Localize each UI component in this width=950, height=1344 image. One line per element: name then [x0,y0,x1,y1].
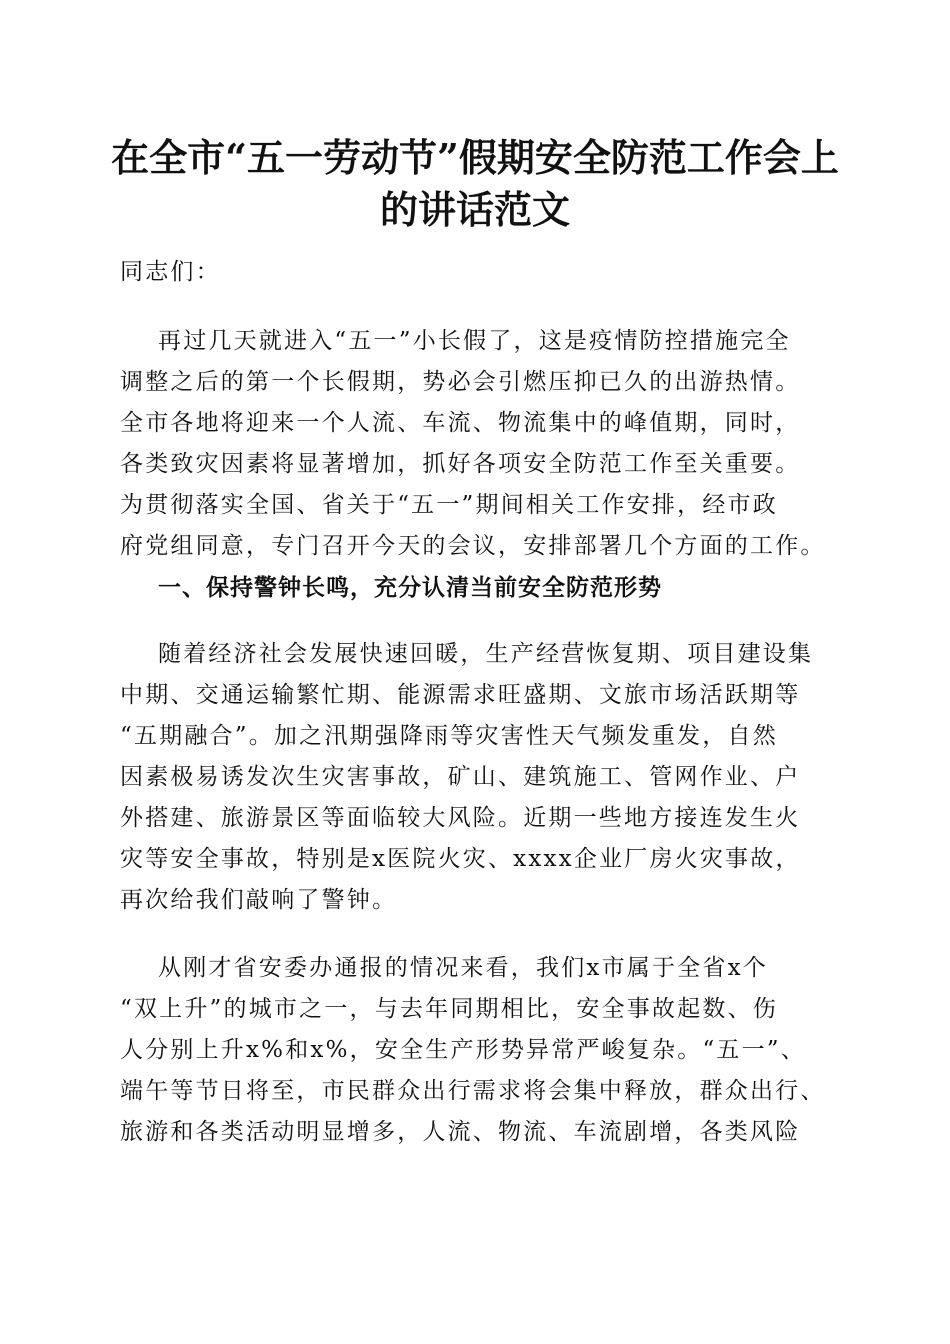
paragraph-line: 调整之后的第一个长假期，势必会引燃压抑已久的出游热情。 [120,369,801,395]
paragraph-line: 随着经济社会发展快速回暖，生产经营恢复期、项目建设集 [158,641,814,667]
paragraph-line: 为贯彻落实全国、省关于“五一”期间相关工作安排，经市政 [120,492,778,518]
paragraph-line: 中期、交通运输繁忙期、能源需求旺盛期、文旅市场活跃期等 [120,682,801,708]
paragraph-line: 灾等安全事故，特别是x医院火灾、xxxx企业厂房火灾事故， [120,846,801,872]
paragraph-line: “双上升”的城市之一，与去年同期相比，安全事故起数、伤 [120,996,778,1022]
paragraph-line: 再过几天就进入“五一”小长假了，这是疫情防控措施完全 [158,328,791,354]
paragraph-line: 因素极易诱发次生灾害事故，矿山、建筑施工、管网作业、户 [120,764,801,790]
paragraph-line: 端午等节日将至，市民群众出行需求将会集中释放，群众出行、 [120,1078,826,1104]
paragraph-line: 从刚才省安委办通报的情况来看，我们x市属于全省x个 [158,955,768,981]
paragraph-line: 府党组同意，专门召开今天的会议，安排部署几个方面的工作。 [120,533,826,559]
document-title [100,132,850,236]
paragraph-line: 各类致灾因素将显著增加，抓好各项安全防范工作至关重要。 [120,451,801,477]
title-line-1: 在全市“五一劳动节”假期安全防范工作会上 [111,135,839,180]
title-line-2: 的讲话范文 [379,187,570,232]
section-heading: 一、保持警钟长鸣，充分认清当前安全防范形势 [158,575,662,601]
paragraph-line: 人分别上升x%和x%，安全生产形势异常严峻复杂。“五一”、 [120,1037,806,1063]
greeting: 同志们： [120,259,221,285]
paragraph-line: 全市各地将迎来一个人流、车流、物流集中的峰值期，同时， [120,410,801,436]
paragraph-line: 旅游和各类活动明显增多，人流、物流、车流剧增，各类风险 [120,1119,801,1145]
paragraph-line: 外搭建、旅游景区等面临较大风险。近期一些地方接连发生火 [120,805,801,831]
paragraph-line: “五期融合”。加之汛期强降雨等灾害性天气频发重发，自然 [120,723,778,749]
paragraph-line: 再次给我们敲响了警钟。 [120,887,398,913]
